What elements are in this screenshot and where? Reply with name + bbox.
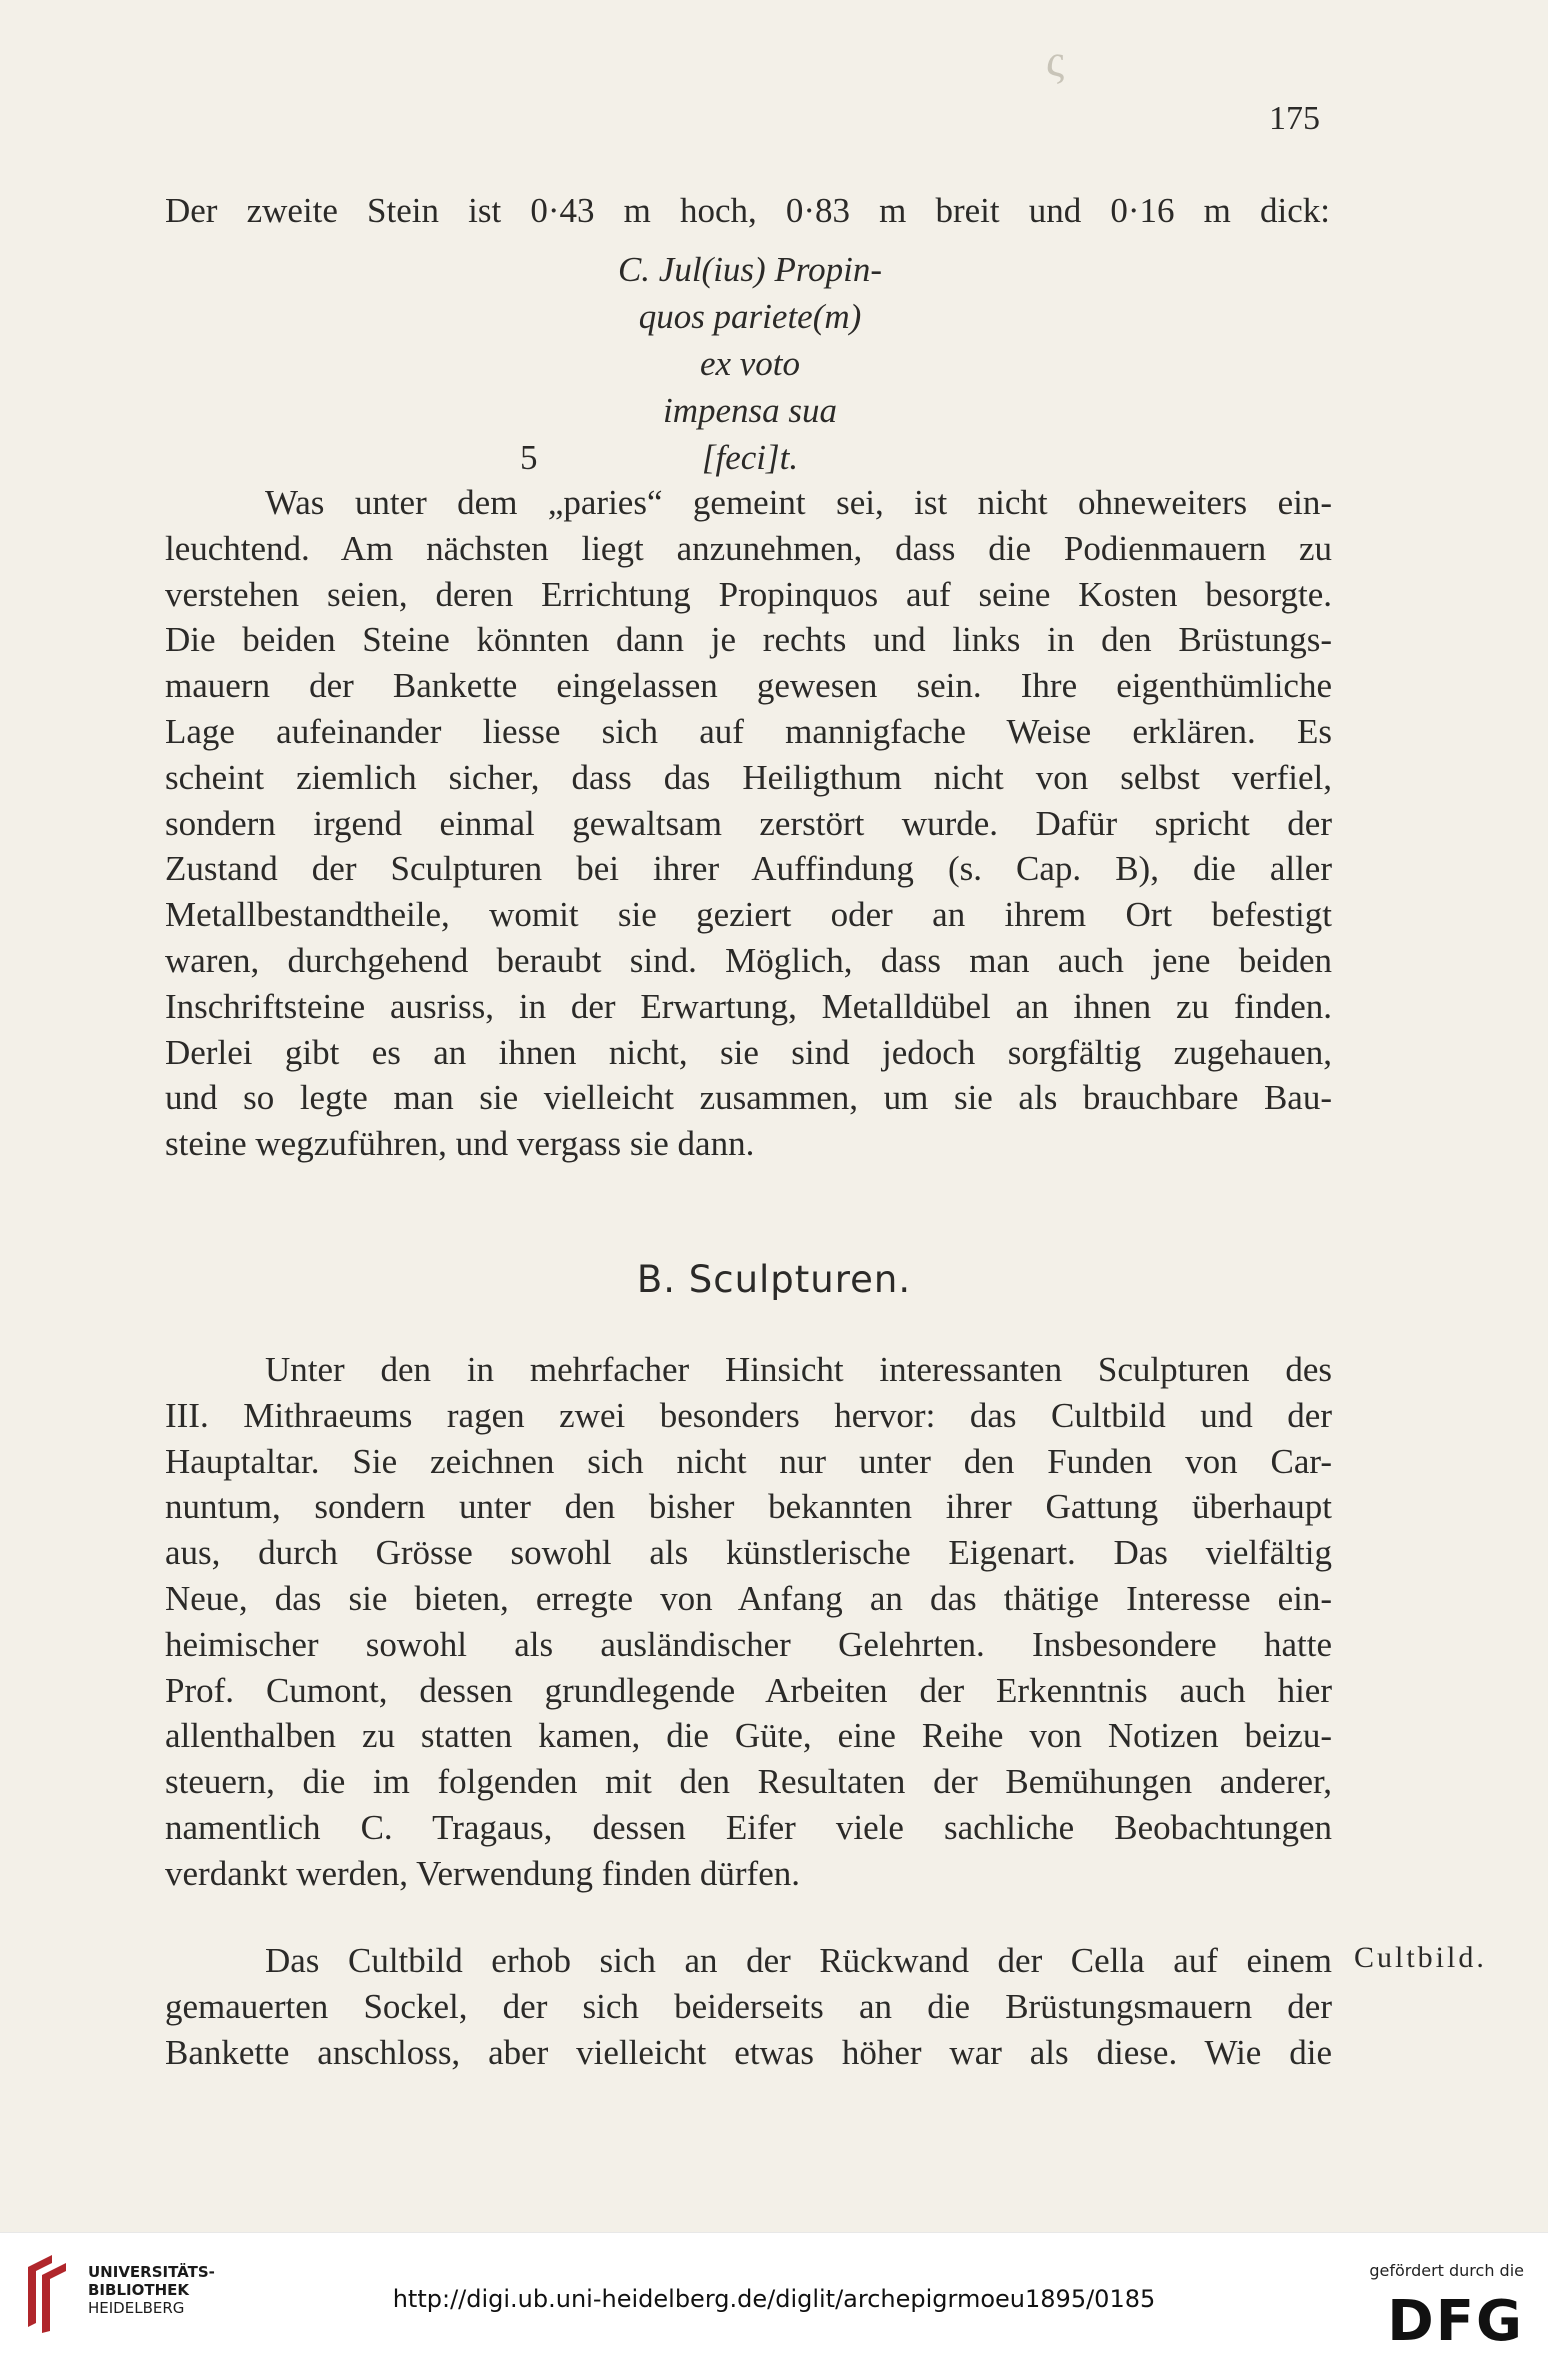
library-name-line: UNIVERSITÄTS-	[88, 2263, 215, 2281]
text-line: allenthalben zu statten kamen, die Güte, eine Reihe von Notizen beizu-	[165, 1716, 1332, 1756]
text-line: Lage aufeinander liesse sich auf mannigfache Weise erklären. Es	[165, 711, 1332, 751]
text-line: III. Mithraeums ragen zwei besonders hervor: das Cultbild und der	[165, 1395, 1332, 1435]
permalink-url[interactable]: http://digi.ub.uni-heidelberg.de/diglit/archepigrmoeu1895/0185	[392, 2285, 1156, 2313]
text-line: verdankt werden, Verwendung finden dürfen.	[165, 1853, 800, 1893]
text-line: steuern, die im folgenden mit den Resultaten der Bemühungen anderer,	[165, 1762, 1332, 1802]
text-line: heimischer sowohl als ausländischer Gelehrten. Insbesondere hatte	[165, 1624, 1332, 1664]
funded-by-label: gefördert durch die	[1369, 2261, 1524, 2280]
text-line: waren, durchgehend beraubt sind. Möglich, dass man auch jene beiden	[165, 940, 1332, 980]
text-line: scheint ziemlich sicher, dass das Heiligthum nicht von selbst verfiel,	[165, 757, 1332, 797]
text-line: Zustand der Sculpturen bei ihrer Auffindung (s. Cap. B), die aller	[165, 849, 1332, 889]
text-line: leuchtend. Am nächsten liegt anzunehmen, dass die Podienmauern zu	[165, 528, 1332, 568]
text-line: Bankette anschloss, aber vielleicht etwas höher war als diese. Wie die	[165, 2032, 1332, 2072]
inscription-line: C. Jul(ius) Propin-	[617, 250, 883, 289]
text-line: Neue, das sie bieten, erregte von Anfang an das thätige Interesse ein-	[165, 1578, 1332, 1618]
inscription-line: ex voto	[699, 344, 801, 383]
paragraph-paries	[165, 480, 1332, 1167]
text-line: verstehen seien, deren Errichtung Propinquos auf seine Kosten besorgte.	[165, 574, 1332, 614]
section-heading: B. Sculpturen.	[636, 1258, 912, 1301]
faint-pencil-mark: ς	[1046, 35, 1065, 86]
text-line: Inschriftsteine ausriss, in der Erwartung, Metalldübel an ihnen zu finden.	[165, 986, 1332, 1026]
footer-bar	[0, 2232, 1548, 2362]
text-line: Das Cultbild erhob sich an der Rückwand der Cella auf einem	[265, 1941, 1332, 1980]
library-name-line: HEIDELBERG	[88, 2299, 185, 2317]
text-line: namentlich C. Tragaus, dessen Eifer viele sachliche Beobachtungen	[165, 1807, 1332, 1847]
library-name-line: BIBLIOTHEK	[88, 2281, 189, 2299]
inscription-line: impensa sua	[662, 391, 838, 430]
text-line: Unter den in mehrfacher Hinsicht interessanten Sculpturen des	[265, 1350, 1332, 1389]
paragraph-sculpturen	[165, 1347, 1332, 1897]
text-line: Die beiden Steine könnten dann je rechts und links in den Brüstungs-	[165, 620, 1332, 660]
inscription-line-5	[520, 434, 980, 481]
marginal-note: Cultbild.	[1354, 1941, 1487, 1974]
paragraph-cultbild	[165, 1938, 1332, 2075]
text-line: und so legte man sie vielleicht zusammen, um sie als brauchbare Bau-	[165, 1078, 1332, 1118]
text-line: steine wegzuführen, und vergass sie dann.	[165, 1124, 755, 1164]
text-line: gemauerten Sockel, der sich beiderseits an die Brüstungsmauern der	[165, 1986, 1332, 2026]
page-number: 175	[1269, 100, 1320, 137]
text-line: sondern irgend einmal gewaltsam zerstört wurde. Dafür spricht der	[165, 803, 1332, 843]
text-line: Metallbestandtheile, womit sie geziert oder an ihrem Ort befestigt	[165, 895, 1332, 935]
text-line: Was unter dem „paries“ gemeint sei, ist nicht ohneweiters ein-	[265, 483, 1332, 522]
intro-line: Der zweite Stein ist 0·43 m hoch, 0·83 m breit und 0·16 m dick:	[165, 191, 1330, 230]
inscription-line-text: [feci]t.	[701, 438, 799, 477]
inscription-block	[520, 246, 980, 481]
text-line: Prof. Cumont, dessen grundlegende Arbeiten der Erkenntnis auch hier	[165, 1670, 1332, 1710]
dfg-logo: DFG	[1387, 2289, 1524, 2354]
text-line: aus, durch Grösse sowohl als künstlerische Eigenart. Das vielfältig	[165, 1533, 1332, 1573]
text-line: Hauptaltar. Sie zeichnen sich nicht nur unter den Funden von Car-	[165, 1441, 1332, 1481]
text-line: mauern der Bankette eingelassen gewesen sein. Ihre eigenthümliche	[165, 666, 1332, 706]
text-line: nuntum, sondern unter den bisher bekannten ihrer Gattung überhaupt	[165, 1487, 1332, 1527]
inscription-line: quos pariete(m)	[638, 297, 862, 336]
inscription-line-number: 5	[520, 438, 538, 477]
text-line: Derlei gibt es an ihnen nicht, sie sind jedoch sorgfältig zugehauen,	[165, 1032, 1332, 1072]
